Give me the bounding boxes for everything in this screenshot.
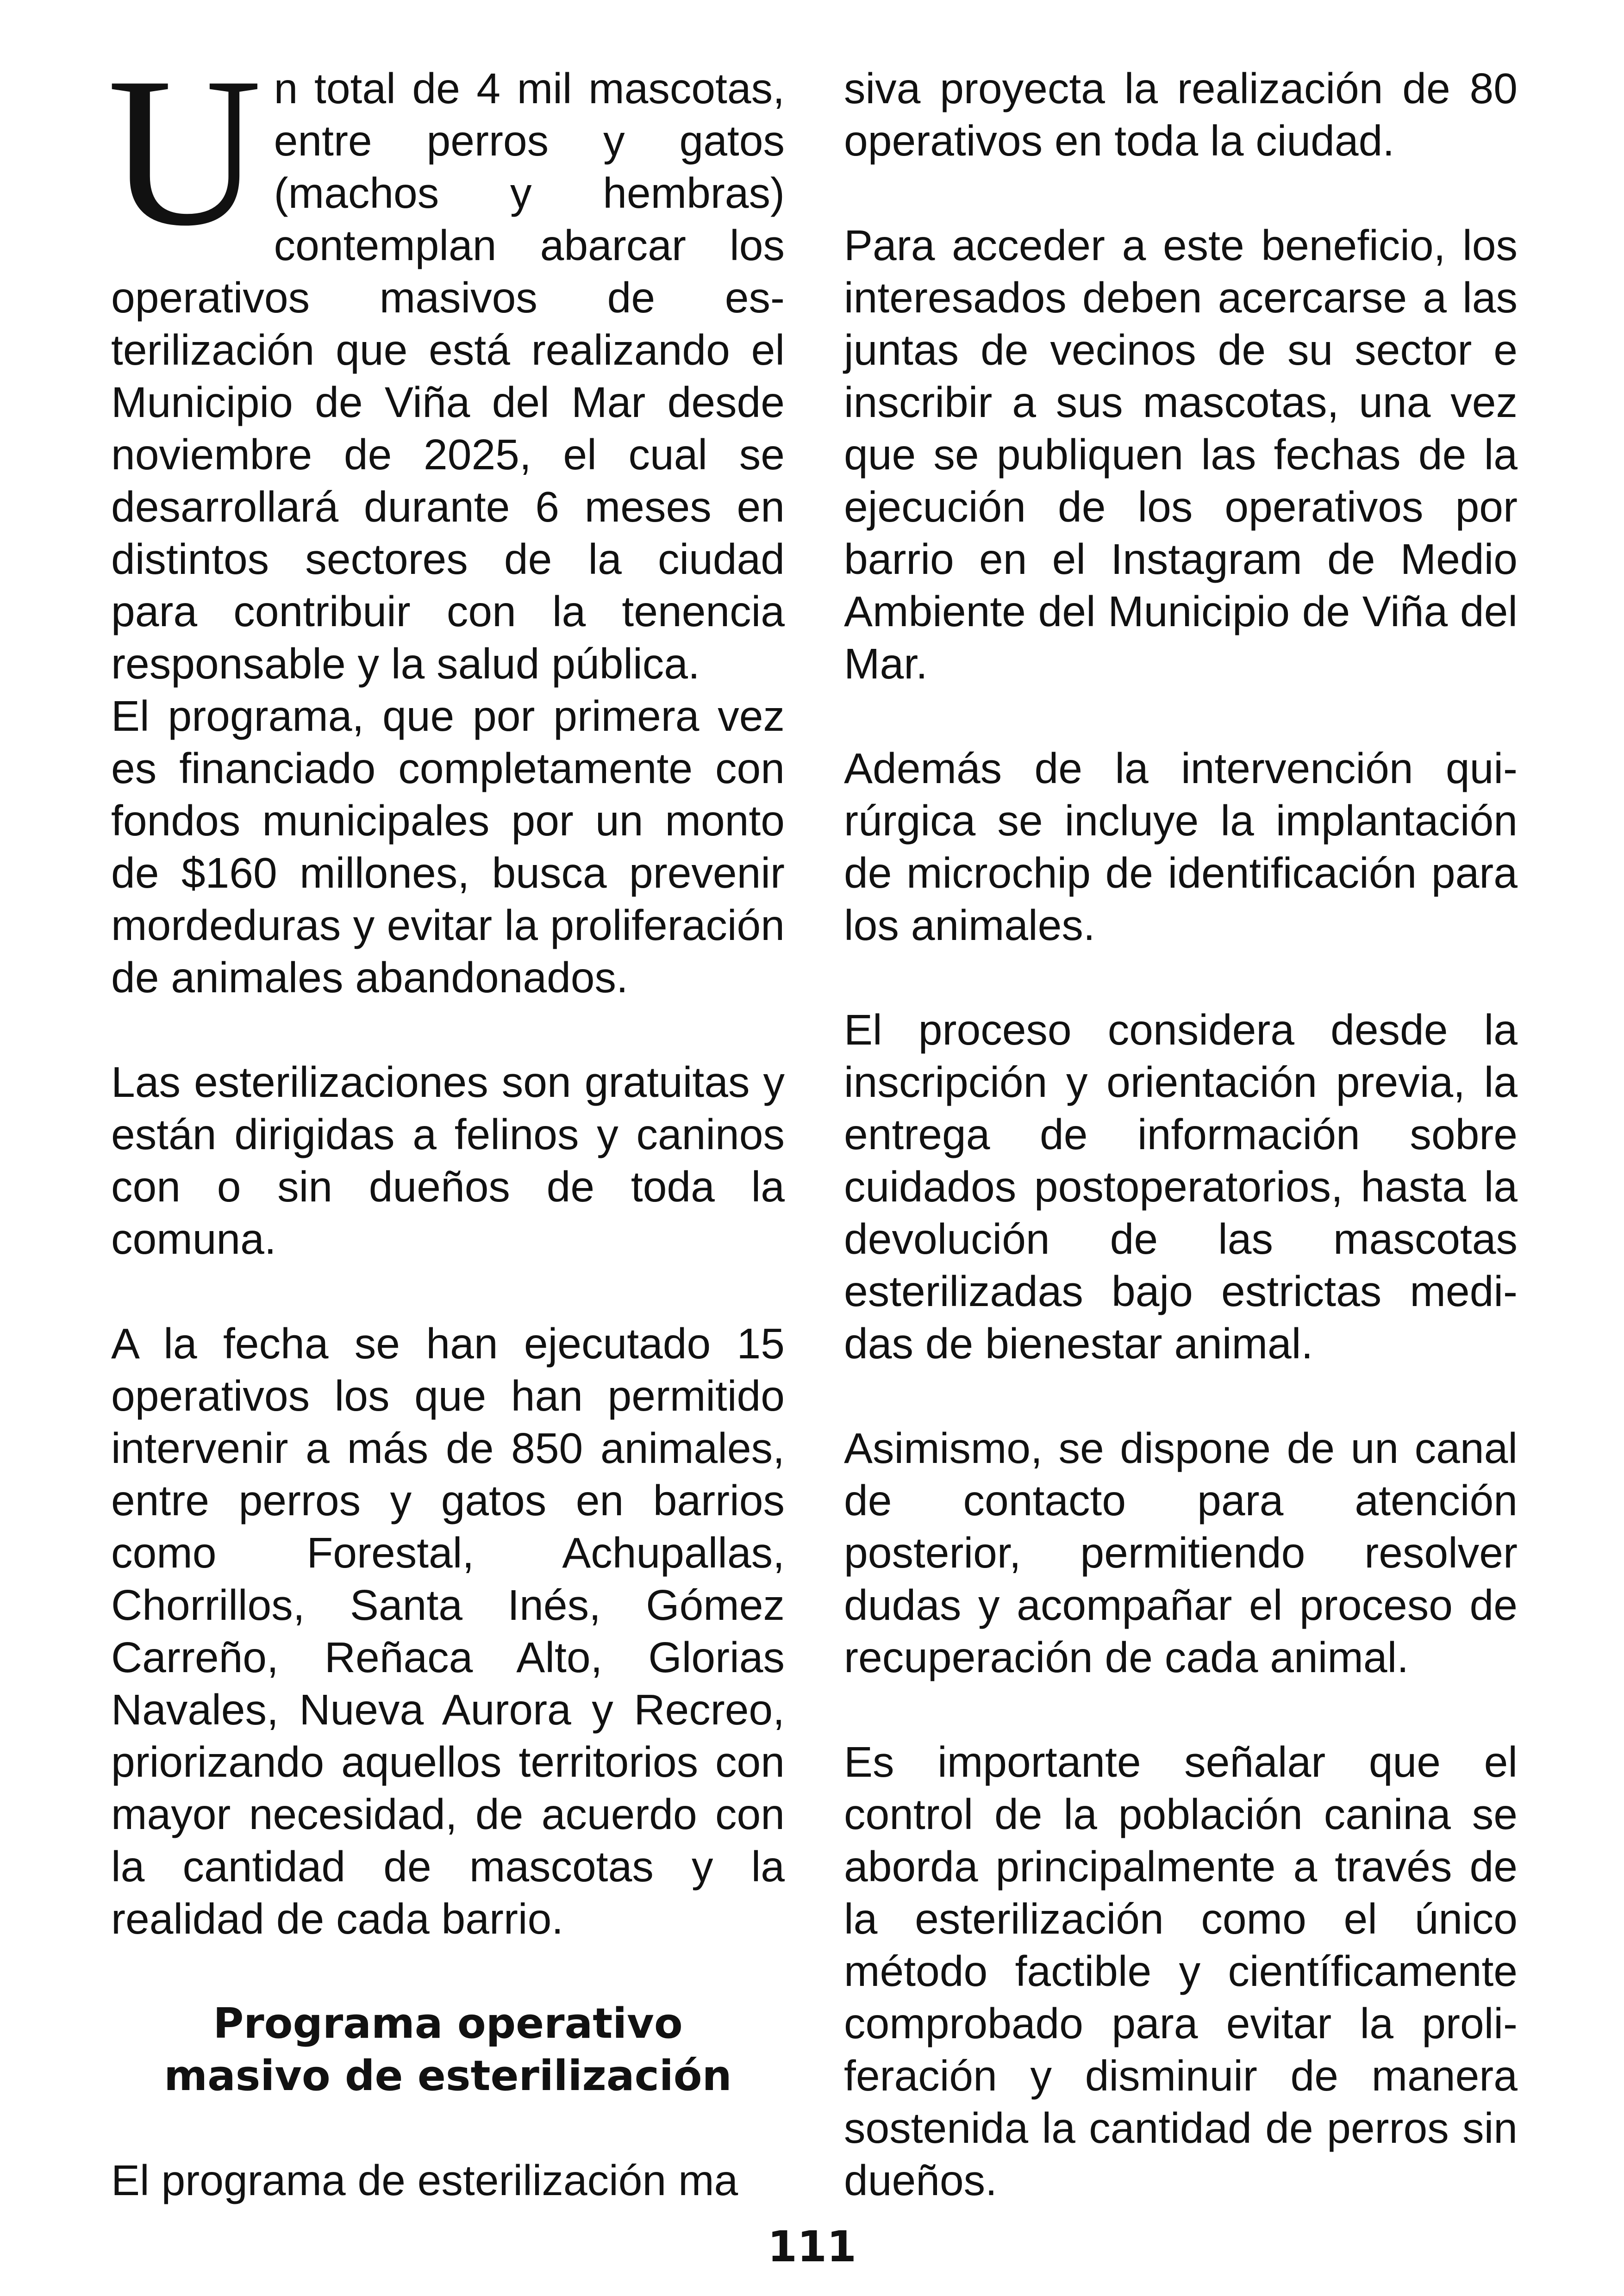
funding-paragraph: El programa, que por primera vez es financiado completamente con fondos municipales por un monto de $160 millones, busca prevenir mordeduras y evitar la proliferación de animales abandonados. xyxy=(111,692,785,1002)
section-heading-line-1: Programa operativo xyxy=(213,1999,683,2048)
program-paragraph-end: siva proyecta la realización de 80 operativos en toda la ciudad. xyxy=(844,64,1518,165)
program-paragraph-start: El programa de esterilización ma xyxy=(111,2156,738,2204)
free-service-paragraph: Las esterilizaciones son gratuitas y están dirigidas a felinos y caninos con o sin dueños de toda la comuna. xyxy=(111,1058,785,1263)
paragraph-spacer xyxy=(111,1004,785,1056)
contact-channel-paragraph: Asimismo, se dispone de un canal de contacto para atención posterior, permitiendo resolver dudas y acompañar el proceso de recuperación de cada animal. xyxy=(844,1424,1518,1681)
section-heading xyxy=(111,1997,785,2102)
intro-paragraph-text: n total de 4 mil mascotas, entre perros y gatos (machos y hembras) contemplan abarcar los operativos masivos de esterilización que está realizando el Municipio de Viña del Mar desde noviembre de 2025, el cual se desarrollará durante 6 meses en distintos sectores de la ciudad para contribuir con la tenencia responsable y la salud pública. xyxy=(111,64,785,688)
drop-cap: U xyxy=(107,33,262,270)
left-column xyxy=(107,33,785,2207)
paragraph-spacer xyxy=(844,690,1518,742)
registration-paragraph: Para acceder a este beneficio, los interesados deben acercarse a las juntas de vecinos de su sector e inscribir a sus mascotas, una vez que se publiquen las fechas de la ejecución de los operativos por barrio en el Instagram de Medio Ambiente del Municipio de Viña del Mar. xyxy=(844,221,1518,688)
microchip-paragraph: Además de la intervención quirúrgica se incluye la implantación de microchip de identificación para los animales. xyxy=(844,744,1518,949)
paragraph-spacer xyxy=(111,1265,785,1318)
process-paragraph: El proceso considera desde la inscripción y orientación previa, la entrega de información sobre cuidados postoperatorios, hasta la devolución de las mascotas esterilizadas bajo estrictas medidas de bienestar animal. xyxy=(844,1006,1518,1368)
intro-paragraph xyxy=(107,33,785,690)
right-column xyxy=(844,62,1518,2207)
paragraph-spacer xyxy=(844,1370,1518,1422)
paragraph-spacer xyxy=(844,952,1518,1004)
section-heading-line-2: masivo de esterilización xyxy=(164,2052,732,2100)
population-control-paragraph: Es importante señalar que el control de la población canina se aborda principalmente a través de la esterilización como el único método factible y científicamente comprobado para evitar la proliferación y disminuir de manera sostenida la cantidad de perros sin dueños. xyxy=(844,1738,1518,2204)
page-number: 111 xyxy=(767,2222,857,2271)
paragraph-spacer xyxy=(844,1684,1518,1736)
operations-paragraph: A la fecha se han ejecutado 15 operativos los que han permitido intervenir a más de 850 animales, entre perros y gatos en barrios como Forestal, Achupallas, Chorrillos, Santa Inés, Gómez Carreño, Reñaca Alto, Glorias Navales, Nueva Aurora y Recreo, priorizando aquellos territorios con mayor necesidad, de acuerdo con la cantidad de mascotas y la realidad de cada barrio. xyxy=(111,1319,785,1943)
paragraph-spacer xyxy=(111,1945,785,1997)
paragraph-spacer xyxy=(111,2102,785,2154)
paragraph-spacer xyxy=(844,167,1518,219)
